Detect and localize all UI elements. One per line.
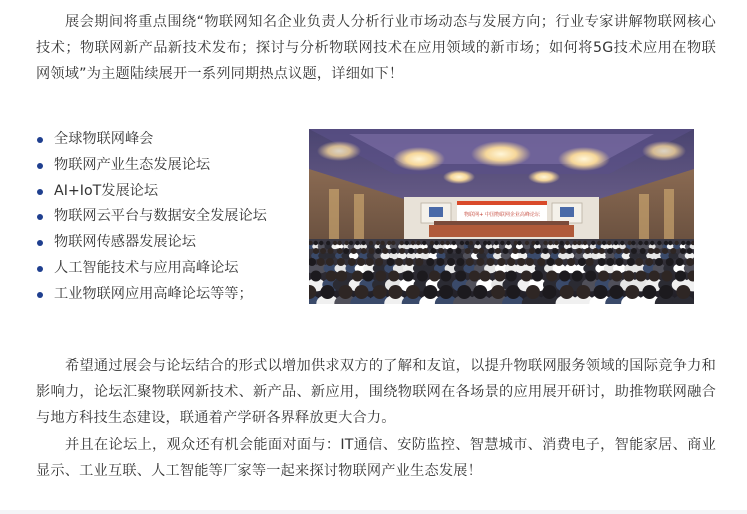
paragraph-3: 并且在论坛上，观众还有机会能面对面与：IT通信、安防监控、智慧城市、消费电子，智能家居、商业显示、工业互联、人工智能等厂家等一起来探讨物联网产业生态发展！ [36, 437, 716, 479]
intro-paragraph: 展会期间将重点围绕“物联网知名企业负责人分析行业市场动态与发展方向；行业专家讲解物联网核心技术；物联网新产品新技术发布；探讨与分析物联网技术在应用领域的新市场；如何将5G技术应用在物联网领域”为主题陆续展开一系列同期热点议题，详细如下！ [36, 14, 716, 82]
list-item [36, 230, 296, 256]
paragraph-2: 希望通过展会与论坛结合的形式以增加供求双方的了解和友谊，以提升物联网服务领域的国际竞争力和影响力，论坛汇聚物联网新技术、新产品、新应用，围绕物联网在各场景的应用展开研讨，助推物联网融合与地方科技生态建设，联通着产学研各界释放更大合力。 [36, 358, 716, 426]
bullet-icon [37, 214, 43, 220]
bullet-icon [37, 137, 43, 143]
bullet-icon [37, 240, 43, 246]
bullet-icon [37, 163, 43, 169]
topic-label: 全球物联网峰会 [54, 131, 154, 147]
conference-photo [309, 129, 694, 304]
topic-label: 物联网云平台与数据安全发展论坛 [54, 208, 267, 225]
list-item [36, 204, 296, 230]
topic-list [36, 127, 296, 308]
stage-banner-text: 物联网+ 中国物联网企业高峰论坛 [464, 212, 540, 218]
topic-label: 物联网传感器发展论坛 [54, 234, 196, 251]
bullet-icon [37, 292, 43, 298]
list-item [36, 179, 296, 205]
footer-divider [0, 510, 747, 514]
bullet-icon [37, 266, 43, 272]
list-item [36, 127, 296, 153]
topic-label: 人工智能技术与应用高峰论坛 [54, 259, 239, 276]
topic-label: 物联网产业生态发展论坛 [54, 156, 211, 173]
topic-label: AI+IoT发展论坛 [54, 182, 159, 199]
list-item [36, 256, 296, 282]
list-item [36, 153, 296, 179]
topic-label: 工业物联网应用高峰论坛等等； [54, 285, 253, 302]
bullet-icon [37, 189, 43, 195]
list-item [36, 282, 296, 308]
